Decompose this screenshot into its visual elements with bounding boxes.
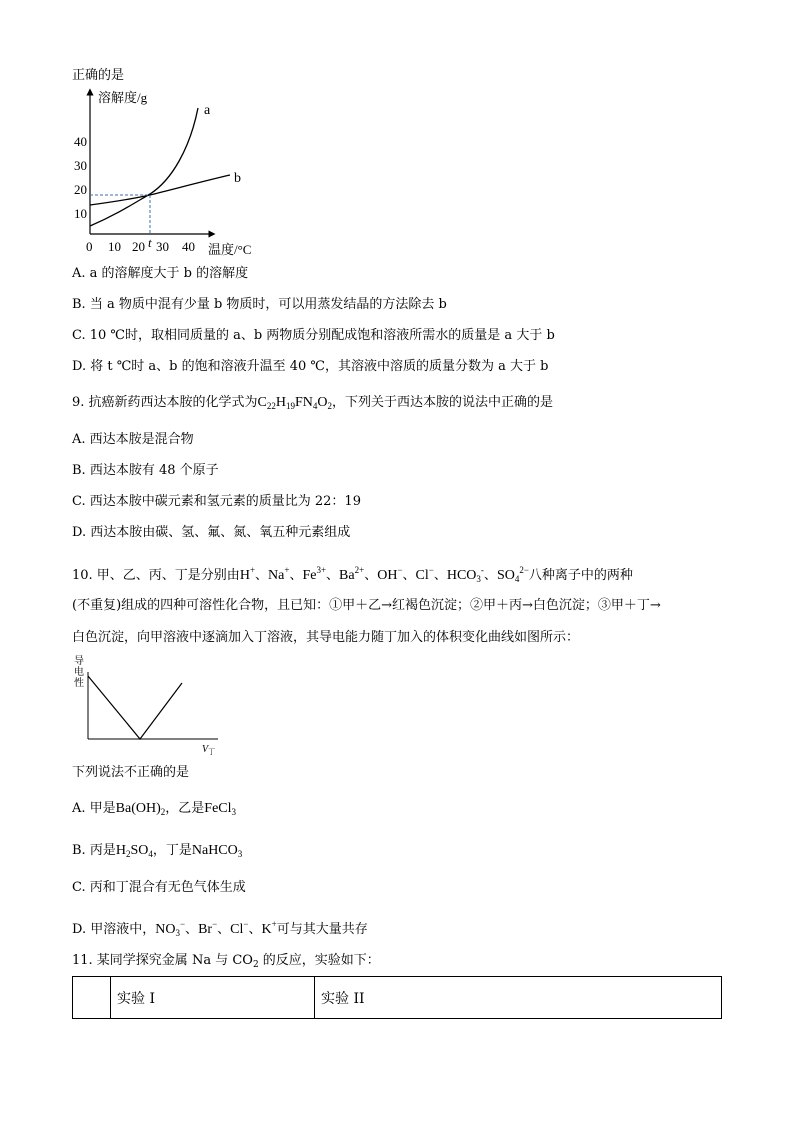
q10-stem-line2: (不重复)组成的四种可溶性化合物，且已知：①甲＋乙→红褐色沉淀；②甲＋丙→白色沉淀；③甲＋丁→ — [72, 598, 661, 613]
q10-option-b — [72, 843, 242, 862]
solubility-graph — [68, 84, 268, 260]
q11-stem-post: 的反应，实验如下： — [258, 953, 380, 968]
table-header-cell: 实验 II — [315, 977, 722, 1019]
y-label-char: 电 — [74, 667, 84, 678]
table-header-cell — [73, 977, 111, 1019]
x-tick: 0 — [86, 239, 93, 254]
y-tick: 40 — [74, 134, 87, 149]
curve-a — [90, 108, 198, 226]
formula-part: Ba(OH) — [115, 801, 161, 816]
formula-subscript: 3 — [237, 849, 243, 859]
ion: $HCO_3^-$ — [446, 565, 484, 584]
formula-subscript: 19 — [286, 401, 296, 411]
t-label: t — [148, 235, 152, 250]
ion-separator: 、 — [483, 568, 497, 583]
formula-part: C — [257, 395, 267, 410]
formula-part: H — [115, 843, 126, 858]
q10-ion-list — [239, 565, 529, 584]
q11-stem — [72, 953, 380, 973]
q10-option-a — [72, 801, 236, 820]
ion-separator: 、 — [289, 568, 303, 583]
q9-stem — [72, 395, 553, 414]
ion-separator: 、 — [433, 568, 447, 583]
curve-b-label: b — [234, 171, 241, 186]
curve-b — [90, 175, 230, 205]
formula-subscript: 2 — [125, 849, 131, 859]
q9-option-c: C. 西达本胺中碳元素和氢元素的质量比为 22：19 — [72, 494, 361, 509]
ion: Cl− — [415, 565, 434, 583]
q10-option-d-ions — [155, 919, 277, 938]
y-tick: 20 — [74, 182, 87, 197]
experiment-table — [72, 976, 722, 1019]
q10-option-b-mid: ，丁是 — [152, 843, 192, 858]
q8-option-d: D. 将 t ℃时 a、b 的饱和溶液升温至 40 ℃，其溶液中溶质的质量分数为 a 大于 b — [72, 359, 549, 374]
ion-separator: 、 — [364, 568, 378, 583]
q9-option-d: D. 西达本胺由碳、氢、氟、氮、氧五种元素组成 — [72, 525, 351, 540]
ion: $SO_4^{2-}$ — [496, 565, 529, 584]
q11-stem-sub: 2 — [252, 960, 259, 970]
table-header-row — [73, 977, 722, 1019]
q10-option-d-pre: D. 甲溶液中， — [72, 922, 156, 937]
table-header-cell: 实验 I — [111, 977, 315, 1019]
q9-stem-post: ，下列关于西达本胺的说法中正确的是 — [332, 395, 554, 410]
q8-option-a: A. a 的溶解度大于 b 的溶解度 — [72, 266, 249, 281]
x-tick: 30 — [156, 239, 169, 254]
y-tick: 30 — [74, 158, 87, 173]
q9-stem-pre: 9. 抗癌新药西达本胺的化学式为 — [72, 395, 258, 410]
ion: Cl− — [230, 919, 249, 937]
ion: K+ — [261, 919, 277, 937]
q8-option-c: C. 10 ℃时，取相同质量的 a、b 两物质分别配成饱和溶液所需水的质量是 a 大于 b — [72, 328, 555, 343]
q10-option-a-pre: A. 甲是 — [72, 801, 116, 816]
q8-stem-tail: 正确的是 — [72, 68, 125, 83]
ion: Br− — [198, 919, 218, 937]
q10-stem-pre: 10. 甲、乙、丙、丁是分别由 — [72, 568, 240, 583]
formula-subscript: 3 — [231, 807, 237, 817]
formula-part: O — [317, 395, 328, 410]
q10-option-b-formula2 — [192, 843, 242, 858]
q11-stem-text: 11. 某同学探究金属 Na 与 CO — [72, 953, 253, 968]
ion-separator: 、 — [255, 568, 269, 583]
q10-option-a-formula1 — [116, 801, 166, 816]
x-tick: 10 — [108, 239, 121, 254]
formula-subscript: 4 — [312, 401, 318, 411]
formula-part: H — [275, 395, 287, 410]
formula-subscript: 22 — [266, 401, 276, 411]
q10-option-b-pre: B. 丙是 — [72, 843, 116, 858]
formula-subscript: 4 — [148, 849, 153, 859]
x-tick: 40 — [182, 239, 195, 254]
formula-subscript: 2 — [327, 401, 333, 411]
q9-option-b: B. 西达本胺有 48 个原子 — [72, 463, 219, 478]
q10-option-a-formula2 — [204, 801, 236, 816]
q10-option-a-mid: ，乙是 — [165, 801, 205, 816]
conductivity-curve — [88, 676, 182, 739]
formula-part: SO — [130, 843, 149, 858]
y-label-char: 性 — [74, 678, 84, 689]
q10-stem-post: 八种离子中的两种 — [528, 568, 633, 583]
q10-stem-line1 — [72, 562, 633, 587]
q10-stem-line3: 白色沉淀，向甲溶液中逐滴加入丁溶液，其导电能力随丁加入的体积变化曲线如图所示： — [72, 630, 580, 645]
y-label-char: 导 — [74, 656, 84, 667]
ion: Na+ — [268, 565, 290, 583]
x-label: $V_丁$ — [202, 744, 216, 756]
formula-part: FeCl — [204, 801, 232, 816]
ion: $Fe^{3+}$ — [302, 565, 327, 583]
ion: $Ba^{2+}$ — [339, 565, 365, 583]
ion: $NO_3^-$ — [155, 919, 186, 938]
q8-option-b: B. 当 a 物质中混有少量 b 物质时，可以用蒸发结晶的方法除去 b — [72, 297, 447, 312]
conductivity-graph — [72, 652, 232, 756]
q10-option-d — [72, 916, 368, 941]
q10-option-b-formula1 — [116, 843, 153, 858]
ion-separator: 、 — [402, 568, 416, 583]
q10-option-d-post: 可与其大量共存 — [276, 922, 368, 937]
ion-separator: 、 — [248, 922, 262, 937]
curve-a-label: a — [204, 103, 211, 118]
ion: OH− — [377, 565, 403, 583]
q9-formula — [258, 395, 333, 410]
q10-option-c: C. 丙和丁混合有无色气体生成 — [72, 880, 246, 895]
ion-separator: 、 — [217, 922, 231, 937]
ion-separator: 、 — [185, 922, 199, 937]
x-tick: 20 — [132, 239, 145, 254]
x-axis-label: 温度/°C — [208, 242, 252, 257]
formula-part: NaHCO — [191, 843, 238, 858]
ion-separator: 、 — [326, 568, 340, 583]
q9-option-a: A. 西达本胺是混合物 — [72, 432, 194, 447]
y-axis-label: 溶解度/g — [98, 90, 148, 105]
formula-part: FN — [295, 395, 313, 410]
y-tick: 10 — [74, 206, 87, 221]
formula-subscript: 2 — [160, 807, 166, 817]
ion: H+ — [239, 565, 256, 583]
q10-prompt: 下列说法不正确的是 — [72, 765, 190, 780]
